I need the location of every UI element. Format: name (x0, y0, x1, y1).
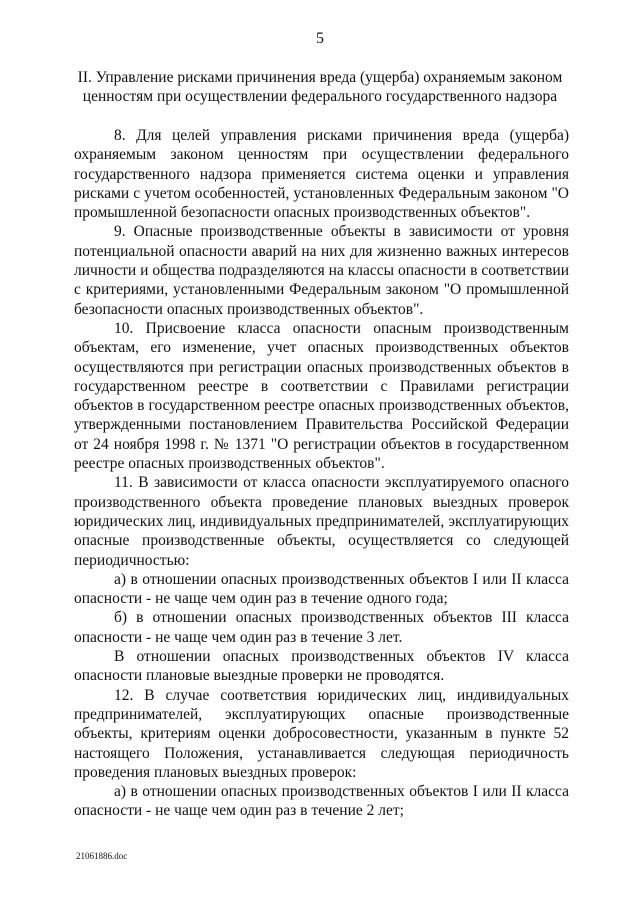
paragraph-12: 12. В случае соответствия юридических лиц, индивидуальных предпринимателей, эксплуатирующих опасные производственные объекты, критериям оценки добросовестности, указанным в пункте 52 настоящего Положения, устанавливается следующая периодичность проведения плановых выездных проверок: (74, 686, 569, 781)
paragraph-11-item-a: а) в отношении опасных производственных объектов I или II класса опасности - не чаще чем один раз в течение одного года; (74, 570, 569, 608)
paragraph-8: 8. Для целей управления рисками причинения вреда (ущерба) охраняемым законом ценностям при осуществлении федерального государственного надзора применяется система оценки и управления рисками с учетом особенностей, установленных Федеральным законом "О промышленной безопасности опасных производственных объектов". (74, 127, 569, 222)
paragraph-11: 11. В зависимости от класса опасности эксплуатируемого опасного производственного объекта проведение плановых выездных проверок юридических лиц, индивидуальных предпринимателей, эксплуатирующих опасные производственные объекты, осуществляется со следующей периодичностью: (74, 474, 569, 569)
paragraph-11-item-b: б) в отношении опасных производственных объектов III класса опасности - не чаще чем один раз в течение 3 лет. (74, 609, 569, 646)
page-number: 5 (316, 30, 324, 47)
section-heading: II. Управление рисками причинения вреда (ущерба) охраняемым законом ценностям при осуществлении федерального государственного надзора (77, 69, 563, 105)
paragraph-10: 10. Присвоение класса опасности опасным производственным объектам, его изменение, учет опасных производственных объектов осуществляются при регистрации опасных производственных объектов в государственном реестре в соответствии с Правилами регистрации объектов в государственном реестре опасных производственных объектов, утвержденными постановлением Правительства Российской Федерации от 24 ноября 1998 г. № 1371 "О регистрации объектов в государственном реестре опасных производственных объектов". (74, 319, 569, 473)
document-body (74, 126, 569, 821)
paragraph-9: 9. Опасные производственные объекты в зависимости от уровня потенциальной опасности аварий на них для жизненно важных интересов личности и общества подразделяются на классы опасности в соответствии с критериями, установленными Федеральным законом "О промышленной безопасности опасных производственных объектов". (74, 223, 569, 318)
document-file-code: 21061886.doc (76, 851, 128, 861)
paragraph-12-item-a: а) в отношении опасных производственных объектов I или II класса опасности - не чаще чем один раз в течение 2 лет; (74, 783, 569, 820)
paragraph-11-class-iv: В отношении опасных производственных объектов IV класса опасности плановые выездные проверки не проводятся. (74, 648, 569, 685)
